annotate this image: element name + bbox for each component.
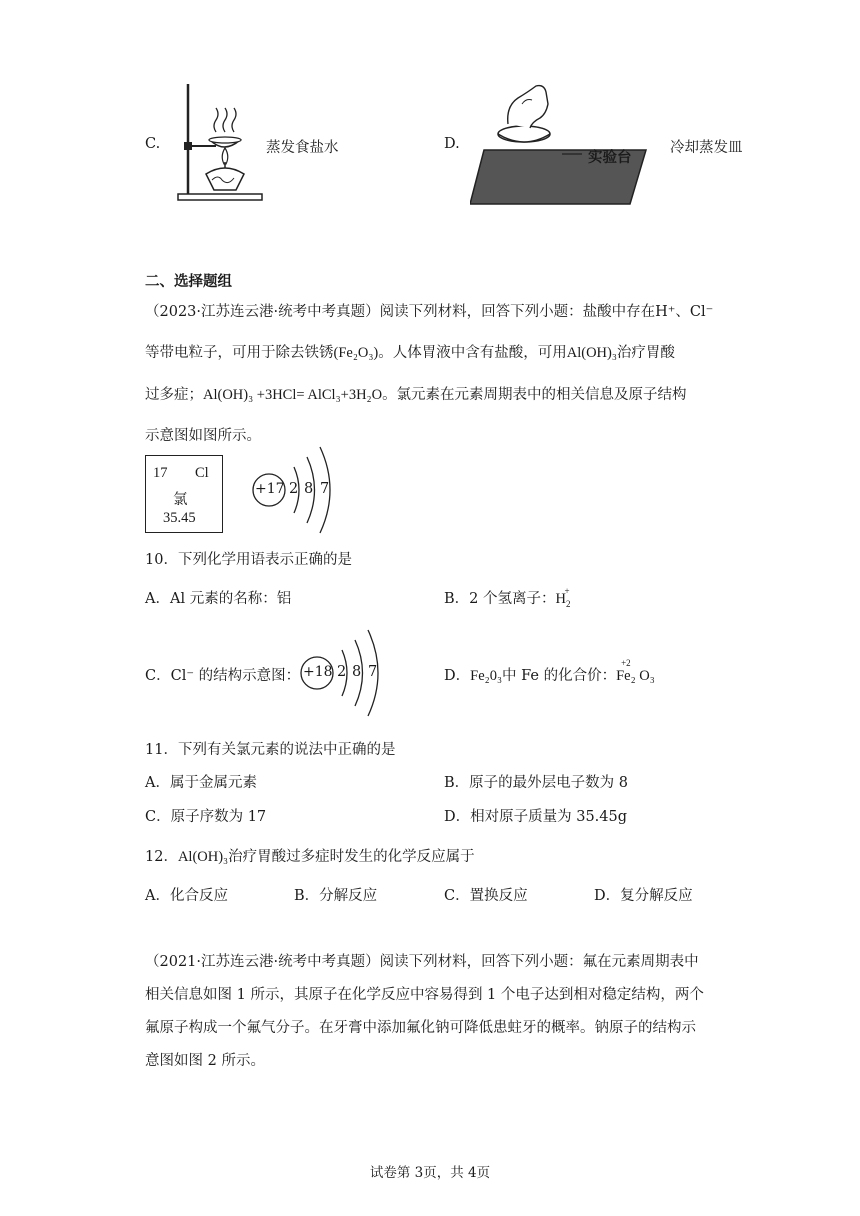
element-name: 氯 [173, 492, 188, 508]
cl-ion-diagram [298, 628, 408, 718]
q10-option-c: C．Cl⁻ 的结构示意图： [145, 668, 301, 684]
atomic-mass: 35.45 [163, 510, 196, 526]
q11-option-b: B．原子的最外层电子数为 8 [444, 775, 628, 791]
passage2-line2: 相关信息如图 1 所示，其原子在化学反应中容易得到 1 个电子达到相对稳定结构，两个 [145, 987, 704, 1003]
q11-stem: 11．下列有关氯元素的说法中正确的是 [145, 742, 396, 758]
option-d-caption: 冷却蒸发皿 [670, 140, 743, 156]
option-c-letter: C. [145, 136, 161, 152]
q11-option-c: C．原子序数为 17 [145, 809, 267, 825]
q10-option-b: B．2 个氢离子：H + $_2$ [444, 586, 571, 609]
q12-option-a: A．化合反应 [145, 888, 228, 904]
bench-label: 实验台 [588, 150, 632, 166]
q11-option-d: D．相对原子质量为 35.45g [444, 809, 628, 825]
ion-nucleus-charge: +18 [303, 664, 333, 680]
valence-mark: +2 [621, 658, 631, 668]
passage1-line4: 示意图如图所示。 [145, 428, 261, 444]
passage1-line2: 等带电粒子，可用于除去铁锈(Fe₂O₃)。人体胃液中含有盐酸，可用Al(OH)₃治疗胃酸 [145, 345, 675, 361]
option-d-letter: D. [444, 136, 460, 152]
q10-option-a: A．Al 元素的名称：铝 [145, 591, 292, 607]
q12-option-b: B．分解反应 [294, 888, 378, 904]
passage2-line1: （2021·江苏连云港·统考中考真题）阅读下列材料，回答下列小题：氟在元素周期表中 [145, 954, 699, 970]
passage2-line4: 意图如图 2 所示。 [145, 1053, 265, 1069]
passage1-line1: （2023·江苏连云港·统考中考真题）阅读下列材料，回答下列小题：盐酸中存在H⁺、Cl⁻ [145, 304, 714, 320]
page-footer: 试卷第 3页，共 4页 [369, 1165, 491, 1181]
passage1-line3: 过多症；Al(OH)₃ +3HCl= AlCl₃+3H₂O。氯元素在元素周期表中的相关信息及原子结构 [145, 387, 687, 403]
nucleus-charge: +17 [255, 481, 285, 497]
q10-option-d: D．Fe₂0₃中 Fe 的化合价： +2 Fe₂ O₃ [444, 658, 655, 684]
option-c-caption: 蒸发食盐水 [266, 140, 339, 156]
ion-shell-3: 7 [368, 664, 378, 680]
q10-stem: 10．下列化学用语表示正确的是 [145, 552, 352, 568]
evaporating-stand-icon [176, 78, 266, 208]
q12-option-d: D．复分解反应 [594, 888, 693, 904]
ion-shell-1: 2 [337, 664, 347, 680]
atomic-number: 17 [153, 465, 168, 481]
element-symbol: Cl [195, 465, 209, 481]
q11-option-a: A．属于金属元素 [145, 775, 257, 791]
section-title: 二、选择题组 [145, 273, 232, 290]
passage2-line3: 氟原子构成一个氟气分子。在牙膏中添加氟化钠可降低患蛀牙的概率。钠原子的结构示 [145, 1020, 696, 1036]
shell-2: 8 [304, 481, 314, 497]
q12-option-c: C．置换反应 [444, 888, 528, 904]
q12-stem: 12．Al(OH)₃治疗胃酸过多症时发生的化学反应属于 [145, 849, 475, 865]
atom-structure-diagram [250, 445, 360, 535]
ion-shell-2: 8 [352, 664, 362, 680]
shell-3: 7 [320, 481, 330, 497]
shell-1: 2 [289, 481, 299, 497]
element-info-box [145, 455, 223, 533]
